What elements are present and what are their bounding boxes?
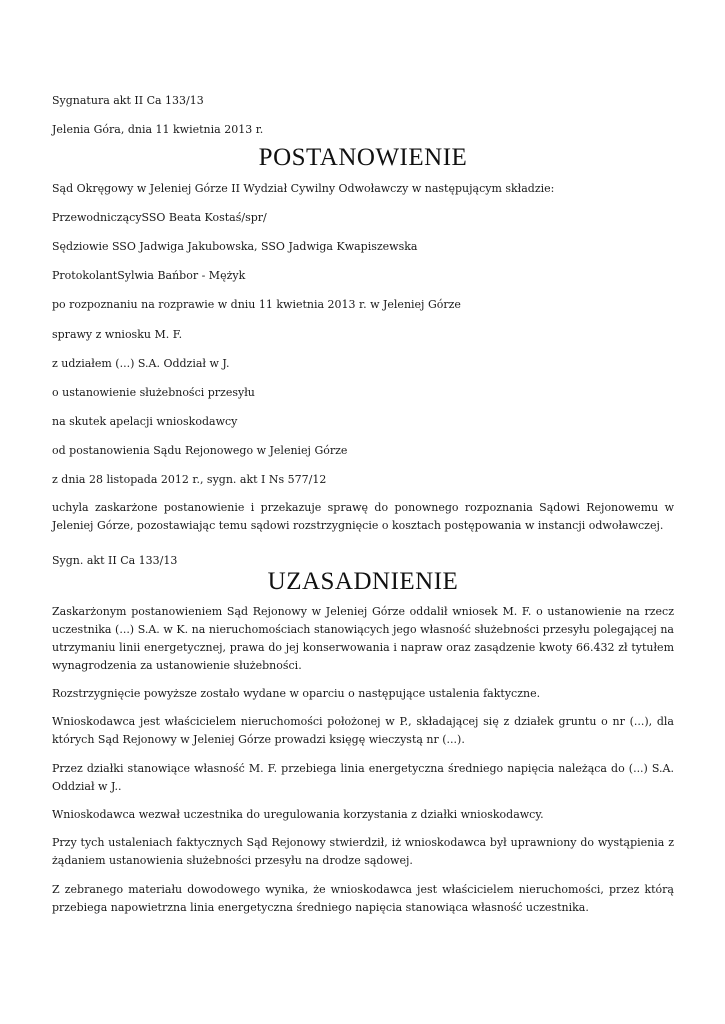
judges: Sędziowie SSO Jadwiga Jakubowska, SSO Jadwiga Kwapiszewska <box>52 240 418 253</box>
justification-paragraph: Zaskarżonym postanowieniem Sąd Rejonowy w Jeleniej Górze oddalił wniosek M. F. o ustanowienie na rzecz uczestnika (...) S.A. w K. na nieruchomościach stanowiących jego własność służebności przesyłu polegającej na utrzymaniu linii energetycznej, prawa do jej konserwowania i napraw oraz zasądzenie kwoty 66.432 zł tytułem wynagrodzenia za ustanowienie służebności. <box>52 605 674 672</box>
court-composition: Sąd Okręgowy w Jeleniej Górze II Wydział Cywilny Odwoławczy w następującym składzie: <box>52 182 555 195</box>
justification-paragraph: Z zebranego materiału dowodowego wynika, że wnioskodawca jest właścicielem nieruchomości, przez którą przebiega napowietrzna linia energetyczna średniego napięcia stanowiąca własność uczestnika. <box>52 883 674 914</box>
presiding-judge: PrzewodniczącySSO Beata Kostaś/spr/ <box>52 211 267 224</box>
case-applicant: sprawy z wniosku M. F. <box>52 328 183 341</box>
place-and-date: Jelenia Góra, dnia 11 kwietnia 2013 r. <box>52 123 264 136</box>
appealed-decision-date: z dnia 28 listopada 2012 r., sygn. akt I Ns 577/12 <box>52 473 327 486</box>
justification-paragraph: Przez działki stanowiące własność M. F. przebiega linia energetyczna średniego napięcia należąca do (...) S.A. Oddział w J.. <box>52 762 674 793</box>
case-signature: Sygnatura akt II Ca 133/13 <box>52 94 204 107</box>
ruling-paragraph: uchyla zaskarżone postanowienie i przekazuje sprawę do ponownego rozpoznania Sądowi Rejonowemu w Jeleniej Górze, pozostawiając temu sądowi rozstrzygnięcie o kosztach postępowania w instancji odwoławczej. <box>52 501 674 532</box>
case-subject: o ustanowienie służebności przesyłu <box>52 386 255 399</box>
appealed-decision: od postanowienia Sądu Rejonowego w Jeleniej Górze <box>52 444 348 457</box>
hearing-info: po rozpoznaniu na rozprawie w dniu 11 kwietnia 2013 r. w Jeleniej Górze <box>52 298 461 311</box>
decision-title: POSTANOWIENIE <box>258 144 468 171</box>
court-clerk: ProtokolantSylwia Bańbor - Mężyk <box>52 269 246 282</box>
justification-paragraph: Przy tych ustaleniach faktycznych Sąd Rejonowy stwierdził, iż wnioskodawca był uprawniony do wystąpienia z żądaniem ustanowienia służebności przesyłu na drodze sądowej. <box>52 836 674 867</box>
case-participant: z udziałem (...) S.A. Oddział w J. <box>52 357 230 370</box>
justification-paragraph: Rozstrzygnięcie powyższe zostało wydane w oparciu o następujące ustalenia faktyczne. <box>52 687 541 700</box>
justification-paragraph: Wnioskodawca jest właścicielem nieruchomości położonej w P., składającej się z działek gruntu o nr (...), dla których Sąd Rejonowy w Jeleniej Górze prowadzi księgę wieczystą nr (...). <box>52 715 674 746</box>
case-signature-2: Sygn. akt II Ca 133/13 <box>52 554 178 567</box>
justification-title: UZASADNIENIE <box>267 568 459 595</box>
justification-paragraph: Wnioskodawca wezwał uczestnika do uregulowania korzystania z działki wnioskodawcy. <box>52 808 544 821</box>
appeal-info: na skutek apelacji wnioskodawcy <box>52 415 238 428</box>
